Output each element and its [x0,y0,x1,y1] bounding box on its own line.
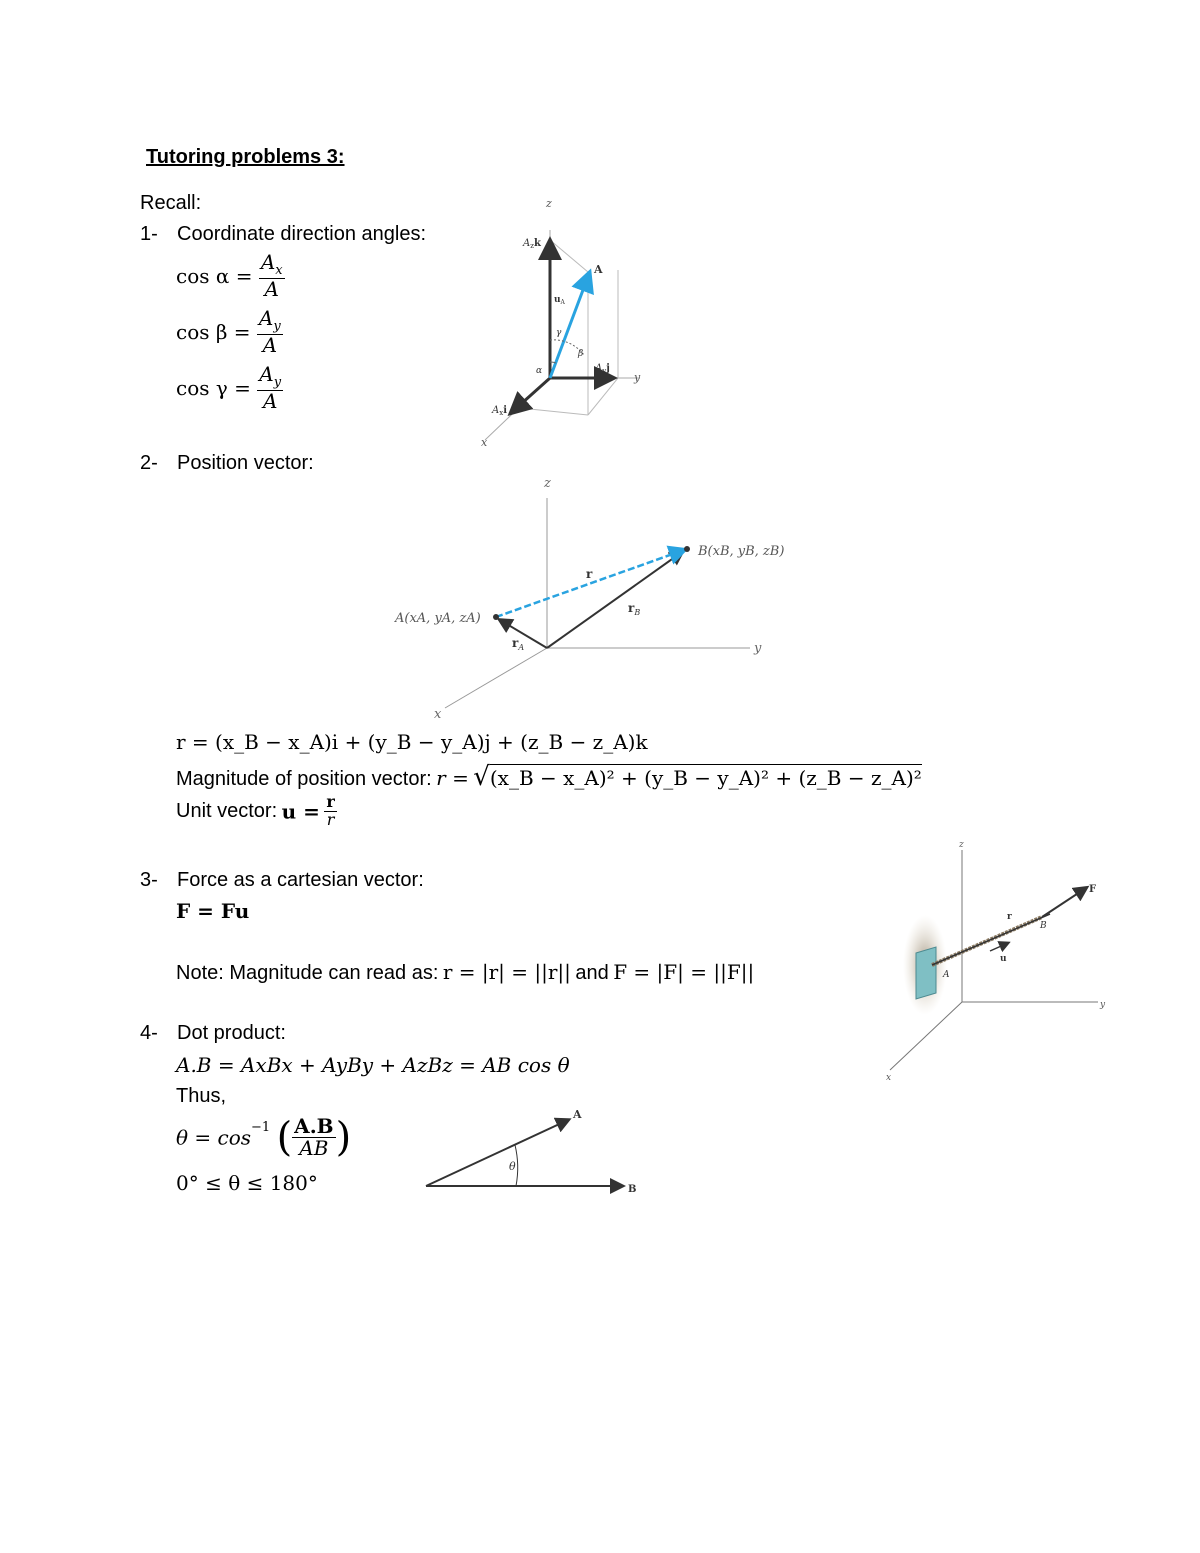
fig2-z-label: z [544,476,551,491]
unit-vector-lhs: u = [281,799,320,824]
fig3-x-label: x [886,1073,892,1083]
unit-vector-fraction: $\frac{r}{r}$ [326,792,335,829]
r-vector [496,550,684,617]
unit-vector-label: Unit vector: [176,799,278,822]
fig4-a-label: A [573,1108,582,1121]
direction-angles-figure [470,190,660,450]
fig1-azk-label: $A_zk$ [523,238,541,250]
theta-range: 0° ≤ θ ≤ 180° [176,1171,318,1195]
fig2-y-label: y [754,641,762,656]
point-b [684,546,690,552]
axes [485,230,640,440]
position-vector-equation: r = (x_B − x_A)i + (y_B − y_A)j + (z_B − z_A)k [176,730,648,754]
eq-cos-alpha: cos α = $\frac{A_x}{A}$ [176,250,283,301]
fig2-axes [445,498,750,708]
fig1-z-label: z [546,197,552,210]
section3-number: 3- [140,869,158,891]
section2-heading: Position vector: [177,452,314,474]
fig3-z-label: z [959,840,964,850]
fig2-x-label: x [434,707,442,722]
section3-heading: Force as a cartesian vector: [177,869,424,891]
point-a-label: A(xA, yA, zA) [395,611,481,626]
rb-vector [547,552,682,648]
unit-vector-row [176,794,337,829]
section2-number: 2- [140,452,158,474]
vector-a-line [426,1120,568,1186]
fig1-x-label: x [481,436,488,449]
fig1-ua-label: $u_A$ [554,295,565,306]
f-arrow [1042,888,1086,917]
dot-product-equation: A.B = AxBx + AyBy + AzBz = AB cos θ [176,1053,570,1077]
recall-label: Recall: [140,192,202,214]
section4-heading: Dot product: [177,1022,286,1044]
gamma-label: γ [556,328,562,338]
fig1-ayj-label: $A_yj$ [595,363,610,375]
sqrt-sign: √ [473,762,490,792]
magnitude-lhs: r = [436,766,469,790]
section1-heading: Coordinate direction angles: [177,223,427,245]
eq-cos-beta: cos β = $\frac{A_y}{A}$ [176,306,281,357]
fig3-y-label: y [1100,1000,1106,1010]
fig2-ra-label: $r_A$ [512,636,525,652]
fig3-f-label: F [1089,884,1097,895]
magnitude-row [176,762,922,792]
fig4-b-label: B [628,1184,637,1195]
fig4-theta-label: θ [509,1160,516,1173]
fig3-a-label: A [943,970,950,980]
note-and: and [575,962,609,984]
u-arrow [990,943,1008,951]
position-vector-figure [390,470,810,725]
note-eq-f: F = |F| = ||F|| [613,960,755,984]
beta-label: β [578,349,584,359]
axi-component [512,378,550,412]
fig3-u-label: u [1000,954,1007,964]
theta-equation: $\theta = \cos^{-1}$ ( $\frac{A.B}{AB}$ ) [176,1114,352,1161]
point-b-label: B(xB, yB, zB) [698,544,785,559]
note-label: Note: Magnitude can read as: [176,962,439,984]
section1-number: 1- [140,223,158,245]
fig1-a-label: A [594,263,603,276]
force-equation: F = Fu [176,899,250,923]
force-vector-figure [880,835,1110,1085]
fig2-rb-label: $r_B$ [628,601,641,617]
fig3-b-label: B [1040,921,1047,931]
alpha-label: α [536,366,543,376]
note-eq-r: r = |r| = ||r|| [442,960,571,984]
vector-a [550,274,589,378]
section4-number: 4- [140,1022,158,1044]
point-a [493,614,499,620]
fig1-y-label: y [634,371,641,384]
fig3-r-label: r [1007,912,1012,922]
page-title: Tutoring problems 3: [146,146,345,168]
dot-product-angle-figure [420,1100,650,1200]
r-line [932,914,1050,965]
fig2-r-label: r [586,567,593,581]
magnitude-note [176,960,754,985]
magnitude-root: (x_B − x_A)² + (y_B − y_A)² + (z_B − z_A)² [489,766,922,790]
eq-cos-gamma: cos γ = $\frac{A_y}{A}$ [176,362,282,413]
magnitude-label: Magnitude of position vector: [176,768,432,790]
anchor-plate [916,947,936,999]
thus-label: Thus, [176,1085,227,1107]
fig1-axi-label: $A_xi$ [492,405,507,417]
